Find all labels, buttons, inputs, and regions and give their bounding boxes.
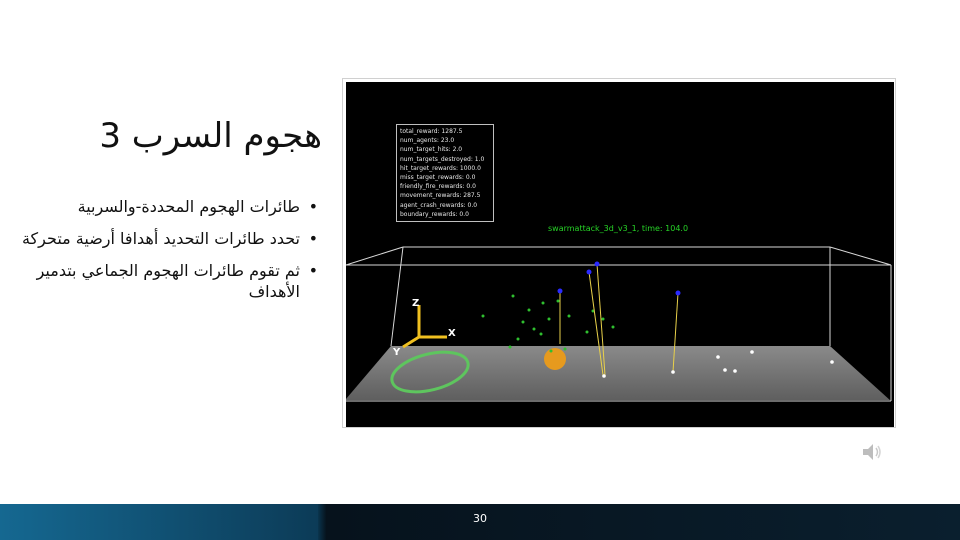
axis-y-label: Y (393, 347, 401, 358)
simulation-video[interactable] (342, 78, 896, 428)
footer-accent (0, 504, 318, 540)
reward-hud (396, 124, 494, 222)
hud-row: friendly_fire_rewards: 0.0 (400, 183, 476, 191)
bullet-item: • تحدد طائرات التحديد أهدافا أرضية متحركة (20, 228, 322, 249)
hud-row: num_targets_destroyed: 1.0 (400, 155, 485, 163)
bullet-list (20, 196, 322, 313)
footer-bar (0, 504, 960, 540)
hud-row: total_reward: 1287.5 (400, 128, 463, 135)
simulation-label: swarmattack_3d_v3_1, time: 104.0 (548, 224, 689, 233)
bullet-item: • ثم تقوم طائرات الهجوم الجماعي بتدمير الأهداف (20, 260, 322, 302)
page-number: 30 (473, 512, 487, 525)
hud-row: agent_crash_rewards: 0.0 (400, 201, 478, 209)
hud-row: hit_target_rewards: 1000.0 (400, 164, 481, 172)
hud-row: movement_rewards: 287.5 (400, 192, 481, 200)
hud-row: boundary_rewards: 0.0 (400, 210, 469, 218)
bullet-item: • طائرات الهجوم المحددة-والسربية (20, 196, 322, 217)
speaker-icon[interactable] (860, 441, 884, 463)
hud-row: num_target_hits: 2.0 (400, 146, 463, 154)
hud-row: num_agents: 23.0 (400, 137, 455, 145)
axis-z-label: Z (412, 298, 420, 309)
hud-row: miss_target_rewards: 0.0 (400, 174, 476, 182)
axis-x-label: X (448, 328, 456, 339)
ground-target (544, 348, 566, 370)
slide-title: هجوم السرب 3 (99, 116, 322, 156)
